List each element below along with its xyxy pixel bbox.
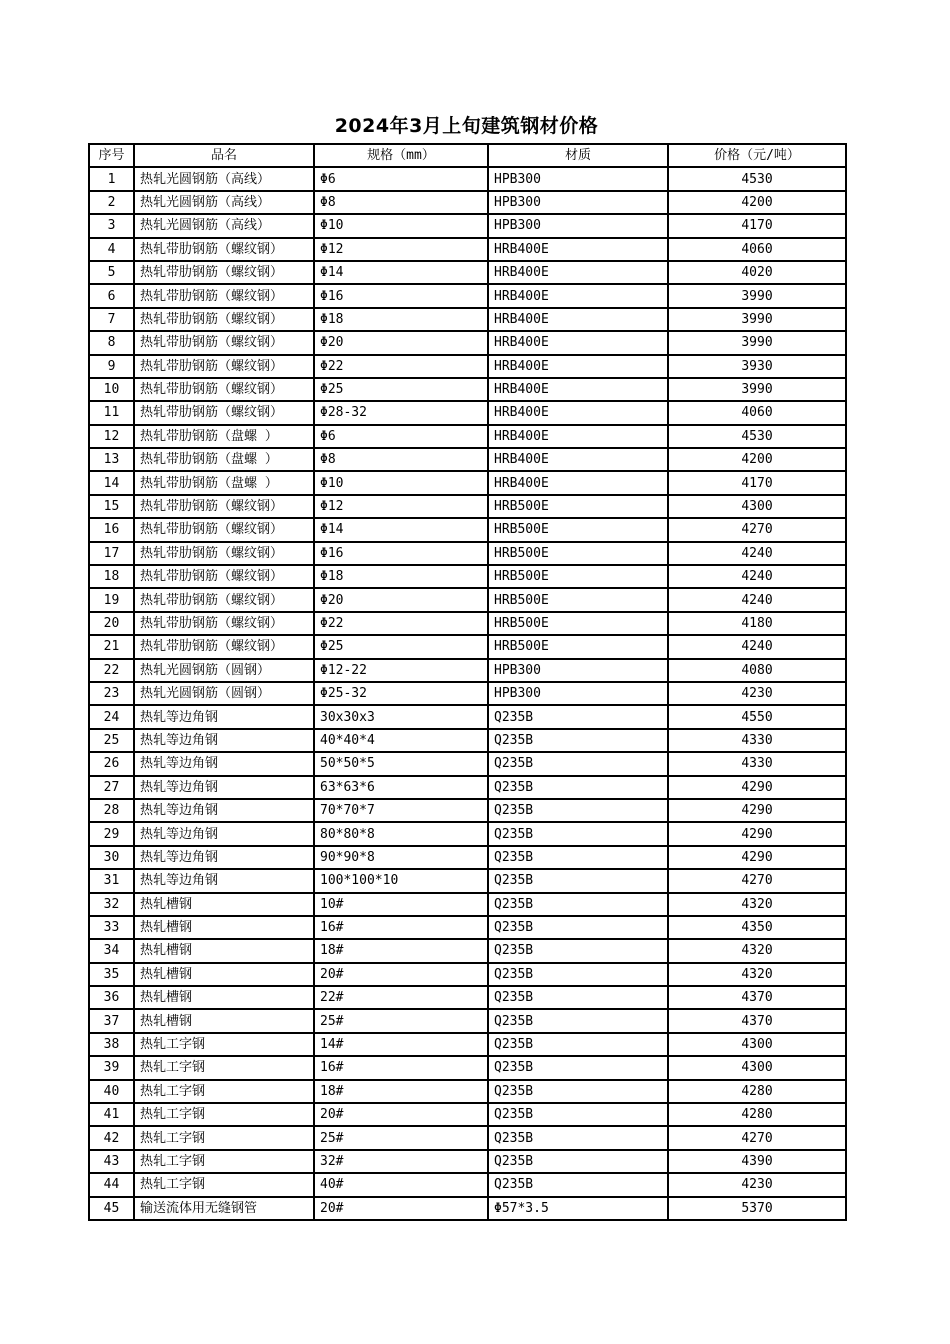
cell-price: 4370 (668, 1009, 846, 1032)
table-row (89, 471, 846, 494)
cell-price: 4270 (668, 1126, 846, 1149)
table-row (89, 1126, 846, 1149)
table-row (89, 1033, 846, 1056)
cell-material: HRB400E (488, 448, 668, 471)
cell-price: 4020 (668, 261, 846, 284)
cell-material: Q235B (488, 705, 668, 728)
cell-material: Q235B (488, 752, 668, 775)
cell-index: 35 (89, 963, 134, 986)
cell-spec: Φ16 (314, 542, 488, 565)
cell-price: 4200 (668, 448, 846, 471)
cell-product: 热轧带肋钢筋（螺纹钢） (134, 238, 314, 261)
cell-material: HRB500E (488, 588, 668, 611)
cell-product: 热轧带肋钢筋（螺纹钢） (134, 261, 314, 284)
cell-product: 热轧等边角钢 (134, 752, 314, 775)
cell-spec: 14# (314, 1033, 488, 1056)
cell-spec: 100*100*10 (314, 869, 488, 892)
cell-product: 热轧工字钢 (134, 1150, 314, 1173)
table-row (89, 1150, 846, 1173)
cell-spec: 70*70*7 (314, 799, 488, 822)
cell-spec: 30x30x3 (314, 705, 488, 728)
cell-index: 27 (89, 776, 134, 799)
cell-spec: Φ6 (314, 425, 488, 448)
cell-product: 热轧带肋钢筋（螺纹钢） (134, 635, 314, 658)
cell-price: 4330 (668, 729, 846, 752)
cell-material: HRB400E (488, 238, 668, 261)
cell-index: 39 (89, 1056, 134, 1079)
cell-material: Q235B (488, 729, 668, 752)
table-row (89, 635, 846, 658)
cell-price: 3990 (668, 308, 846, 331)
cell-material: HRB500E (488, 635, 668, 658)
table-row (89, 425, 846, 448)
cell-spec: 20# (314, 1103, 488, 1126)
cell-index: 11 (89, 401, 134, 424)
cell-product: 输送流体用无缝钢管 (134, 1197, 314, 1220)
cell-material: Q235B (488, 846, 668, 869)
cell-product: 热轧等边角钢 (134, 822, 314, 845)
table-row (89, 1197, 846, 1220)
cell-material: Q235B (488, 1056, 668, 1079)
cell-index: 38 (89, 1033, 134, 1056)
cell-index: 20 (89, 612, 134, 635)
cell-price: 4320 (668, 963, 846, 986)
table-row (89, 284, 846, 307)
cell-index: 17 (89, 542, 134, 565)
cell-product: 热轧工字钢 (134, 1173, 314, 1196)
cell-index: 15 (89, 495, 134, 518)
cell-product: 热轧槽钢 (134, 893, 314, 916)
cell-price: 4240 (668, 565, 846, 588)
cell-product: 热轧槽钢 (134, 963, 314, 986)
cell-material: HPB300 (488, 214, 668, 237)
cell-price: 4550 (668, 705, 846, 728)
cell-price: 4350 (668, 916, 846, 939)
table-row (89, 448, 846, 471)
cell-product: 热轧槽钢 (134, 939, 314, 962)
cell-material: HRB400E (488, 308, 668, 331)
table-row (89, 167, 846, 190)
cell-material: Q235B (488, 799, 668, 822)
table-row (89, 565, 846, 588)
price-table-body (89, 167, 846, 1220)
cell-price: 4530 (668, 167, 846, 190)
cell-price: 4240 (668, 588, 846, 611)
cell-material: Q235B (488, 939, 668, 962)
cell-spec: 16# (314, 916, 488, 939)
cell-product: 热轧带肋钢筋（螺纹钢） (134, 565, 314, 588)
cell-price: 3990 (668, 331, 846, 354)
cell-spec: 25# (314, 1009, 488, 1032)
cell-spec: 10# (314, 893, 488, 916)
cell-material: HRB400E (488, 425, 668, 448)
cell-material: HRB400E (488, 284, 668, 307)
table-row (89, 776, 846, 799)
cell-material: Q235B (488, 963, 668, 986)
cell-spec: Φ12 (314, 238, 488, 261)
table-row (89, 963, 846, 986)
cell-spec: Φ20 (314, 588, 488, 611)
cell-price: 4240 (668, 635, 846, 658)
cell-spec: 40# (314, 1173, 488, 1196)
cell-product: 热轧带肋钢筋（螺纹钢） (134, 331, 314, 354)
cell-spec: 18# (314, 1080, 488, 1103)
table-row (89, 378, 846, 401)
table-row (89, 191, 846, 214)
cell-material: Q235B (488, 1126, 668, 1149)
cell-spec: Φ18 (314, 308, 488, 331)
cell-spec: Φ10 (314, 471, 488, 494)
table-row (89, 822, 846, 845)
cell-spec: 18# (314, 939, 488, 962)
cell-price: 4290 (668, 776, 846, 799)
table-row (89, 1080, 846, 1103)
cell-index: 7 (89, 308, 134, 331)
cell-index: 9 (89, 355, 134, 378)
cell-price: 4320 (668, 939, 846, 962)
cell-product: 热轧工字钢 (134, 1033, 314, 1056)
cell-index: 1 (89, 167, 134, 190)
cell-index: 30 (89, 846, 134, 869)
cell-product: 热轧带肋钢筋（螺纹钢） (134, 542, 314, 565)
cell-index: 22 (89, 659, 134, 682)
cell-index: 23 (89, 682, 134, 705)
cell-spec: Φ25 (314, 635, 488, 658)
cell-material: HRB400E (488, 378, 668, 401)
cell-spec: 20# (314, 1197, 488, 1220)
cell-price: 5370 (668, 1197, 846, 1220)
table-row (89, 705, 846, 728)
cell-product: 热轧带肋钢筋（螺纹钢） (134, 518, 314, 541)
cell-spec: 63*63*6 (314, 776, 488, 799)
table-row (89, 542, 846, 565)
cell-price: 4270 (668, 518, 846, 541)
table-row (89, 588, 846, 611)
cell-spec: Φ8 (314, 448, 488, 471)
table-row (89, 261, 846, 284)
table-row (89, 869, 846, 892)
cell-material: Q235B (488, 893, 668, 916)
cell-spec: Φ22 (314, 355, 488, 378)
cell-material: Q235B (488, 1009, 668, 1032)
header-price: 价格（元/吨） (668, 144, 846, 167)
table-header (89, 144, 846, 167)
cell-material: Q235B (488, 1173, 668, 1196)
header-row (89, 144, 846, 167)
cell-material: HRB500E (488, 565, 668, 588)
table-row (89, 659, 846, 682)
cell-spec: 50*50*5 (314, 752, 488, 775)
cell-spec: 22# (314, 986, 488, 1009)
cell-index: 21 (89, 635, 134, 658)
cell-spec: Φ22 (314, 612, 488, 635)
table-row (89, 1173, 846, 1196)
table-row (89, 1103, 846, 1126)
cell-material: Φ57*3.5 (488, 1197, 668, 1220)
cell-spec: 16# (314, 1056, 488, 1079)
cell-price: 4300 (668, 495, 846, 518)
cell-spec: Φ8 (314, 191, 488, 214)
cell-price: 4370 (668, 986, 846, 1009)
cell-product: 热轧工字钢 (134, 1103, 314, 1126)
cell-spec: 32# (314, 1150, 488, 1173)
cell-price: 4300 (668, 1033, 846, 1056)
cell-index: 8 (89, 331, 134, 354)
cell-spec: Φ14 (314, 261, 488, 284)
page-title: 2024年3月上旬建筑钢材价格 (334, 115, 599, 137)
cell-material: HRB400E (488, 331, 668, 354)
cell-index: 13 (89, 448, 134, 471)
cell-index: 4 (89, 238, 134, 261)
cell-material: HPB300 (488, 167, 668, 190)
cell-index: 16 (89, 518, 134, 541)
cell-spec: Φ28-32 (314, 401, 488, 424)
table-row (89, 401, 846, 424)
cell-index: 45 (89, 1197, 134, 1220)
cell-product: 热轧工字钢 (134, 1126, 314, 1149)
cell-index: 36 (89, 986, 134, 1009)
cell-price: 4180 (668, 612, 846, 635)
cell-product: 热轧带肋钢筋（螺纹钢） (134, 588, 314, 611)
cell-spec: Φ12 (314, 495, 488, 518)
cell-index: 5 (89, 261, 134, 284)
header-spec: 规格（mm） (314, 144, 488, 167)
cell-material: HRB500E (488, 495, 668, 518)
cell-spec: Φ12-22 (314, 659, 488, 682)
cell-index: 6 (89, 284, 134, 307)
cell-product: 热轧光圆钢筋（高线） (134, 191, 314, 214)
cell-material: Q235B (488, 1033, 668, 1056)
cell-material: HRB400E (488, 355, 668, 378)
table-row (89, 682, 846, 705)
cell-spec: Φ18 (314, 565, 488, 588)
cell-index: 26 (89, 752, 134, 775)
cell-index: 10 (89, 378, 134, 401)
cell-product: 热轧带肋钢筋（盘螺 ） (134, 425, 314, 448)
cell-spec: Φ25 (314, 378, 488, 401)
cell-product: 热轧带肋钢筋（螺纹钢） (134, 612, 314, 635)
cell-price: 4170 (668, 214, 846, 237)
cell-spec: 80*80*8 (314, 822, 488, 845)
cell-index: 42 (89, 1126, 134, 1149)
cell-index: 34 (89, 939, 134, 962)
table-row (89, 331, 846, 354)
cell-price: 4330 (668, 752, 846, 775)
cell-price: 4240 (668, 542, 846, 565)
cell-index: 2 (89, 191, 134, 214)
cell-material: HRB400E (488, 401, 668, 424)
cell-price: 4290 (668, 822, 846, 845)
cell-material: Q235B (488, 1150, 668, 1173)
cell-product: 热轧光圆钢筋（高线） (134, 214, 314, 237)
cell-index: 31 (89, 869, 134, 892)
cell-product: 热轧带肋钢筋（螺纹钢） (134, 308, 314, 331)
cell-price: 4060 (668, 401, 846, 424)
table-row (89, 238, 846, 261)
table-row (89, 612, 846, 635)
cell-index: 37 (89, 1009, 134, 1032)
cell-product: 热轧带肋钢筋（螺纹钢） (134, 378, 314, 401)
cell-price: 4230 (668, 682, 846, 705)
cell-product: 热轧等边角钢 (134, 776, 314, 799)
table-row (89, 1056, 846, 1079)
cell-spec: Φ6 (314, 167, 488, 190)
cell-price: 4390 (668, 1150, 846, 1173)
cell-material: Q235B (488, 869, 668, 892)
cell-material: HPB300 (488, 191, 668, 214)
steel-price-table (88, 143, 847, 1221)
cell-product: 热轧带肋钢筋（盘螺 ） (134, 448, 314, 471)
cell-price: 4300 (668, 1056, 846, 1079)
cell-product: 热轧等边角钢 (134, 799, 314, 822)
cell-price: 4290 (668, 846, 846, 869)
cell-price: 4170 (668, 471, 846, 494)
cell-index: 14 (89, 471, 134, 494)
cell-material: HRB500E (488, 612, 668, 635)
cell-index: 29 (89, 822, 134, 845)
table-row (89, 939, 846, 962)
cell-index: 18 (89, 565, 134, 588)
cell-index: 33 (89, 916, 134, 939)
cell-product: 热轧带肋钢筋（螺纹钢） (134, 495, 314, 518)
cell-product: 热轧光圆钢筋（高线） (134, 167, 314, 190)
cell-price: 4280 (668, 1080, 846, 1103)
cell-index: 41 (89, 1103, 134, 1126)
cell-price: 4290 (668, 799, 846, 822)
table-row (89, 729, 846, 752)
cell-spec: Φ14 (314, 518, 488, 541)
table-row (89, 355, 846, 378)
cell-spec: 40*40*4 (314, 729, 488, 752)
cell-index: 32 (89, 893, 134, 916)
cell-material: HRB400E (488, 471, 668, 494)
cell-spec: Φ10 (314, 214, 488, 237)
table-row (89, 495, 846, 518)
cell-product: 热轧带肋钢筋（螺纹钢） (134, 355, 314, 378)
cell-price: 3990 (668, 284, 846, 307)
cell-spec: Φ25-32 (314, 682, 488, 705)
cell-product: 热轧工字钢 (134, 1080, 314, 1103)
cell-index: 25 (89, 729, 134, 752)
cell-product: 热轧槽钢 (134, 1009, 314, 1032)
cell-material: Q235B (488, 1103, 668, 1126)
cell-material: HRB400E (488, 261, 668, 284)
cell-price: 4230 (668, 1173, 846, 1196)
cell-material: Q235B (488, 822, 668, 845)
cell-price: 4080 (668, 659, 846, 682)
cell-product: 热轧槽钢 (134, 986, 314, 1009)
cell-product: 热轧等边角钢 (134, 729, 314, 752)
cell-price: 3990 (668, 378, 846, 401)
table-row (89, 308, 846, 331)
cell-price: 4280 (668, 1103, 846, 1126)
cell-material: Q235B (488, 986, 668, 1009)
table-row (89, 1009, 846, 1032)
header-material: 材质 (488, 144, 668, 167)
table-row (89, 846, 846, 869)
cell-material: Q235B (488, 916, 668, 939)
cell-product: 热轧光圆钢筋（圆钢） (134, 659, 314, 682)
cell-material: HRB500E (488, 542, 668, 565)
cell-product: 热轧带肋钢筋（盘螺 ） (134, 471, 314, 494)
cell-material: Q235B (488, 776, 668, 799)
cell-index: 40 (89, 1080, 134, 1103)
cell-material: HPB300 (488, 659, 668, 682)
cell-product: 热轧带肋钢筋（螺纹钢） (134, 401, 314, 424)
table-row (89, 799, 846, 822)
cell-product: 热轧等边角钢 (134, 846, 314, 869)
cell-spec: 90*90*8 (314, 846, 488, 869)
cell-product: 热轧带肋钢筋（螺纹钢） (134, 284, 314, 307)
cell-price: 3930 (668, 355, 846, 378)
table-row (89, 752, 846, 775)
table-row (89, 916, 846, 939)
cell-price: 4320 (668, 893, 846, 916)
table-row (89, 893, 846, 916)
cell-index: 43 (89, 1150, 134, 1173)
cell-product: 热轧工字钢 (134, 1056, 314, 1079)
cell-index: 24 (89, 705, 134, 728)
table-row (89, 986, 846, 1009)
header-index: 序号 (89, 144, 134, 167)
cell-price: 4200 (668, 191, 846, 214)
cell-price: 4060 (668, 238, 846, 261)
cell-index: 19 (89, 588, 134, 611)
cell-index: 12 (89, 425, 134, 448)
cell-product: 热轧等边角钢 (134, 869, 314, 892)
cell-spec: Φ16 (314, 284, 488, 307)
table-row (89, 518, 846, 541)
cell-spec: Φ20 (314, 331, 488, 354)
cell-spec: 20# (314, 963, 488, 986)
cell-price: 4530 (668, 425, 846, 448)
cell-product: 热轧等边角钢 (134, 705, 314, 728)
cell-price: 4270 (668, 869, 846, 892)
cell-material: HRB500E (488, 518, 668, 541)
cell-product: 热轧光圆钢筋（圆钢） (134, 682, 314, 705)
cell-material: HPB300 (488, 682, 668, 705)
cell-material: Q235B (488, 1080, 668, 1103)
header-product: 品名 (134, 144, 314, 167)
cell-product: 热轧槽钢 (134, 916, 314, 939)
cell-spec: 25# (314, 1126, 488, 1149)
cell-index: 44 (89, 1173, 134, 1196)
cell-index: 28 (89, 799, 134, 822)
table-row (89, 214, 846, 237)
cell-index: 3 (89, 214, 134, 237)
